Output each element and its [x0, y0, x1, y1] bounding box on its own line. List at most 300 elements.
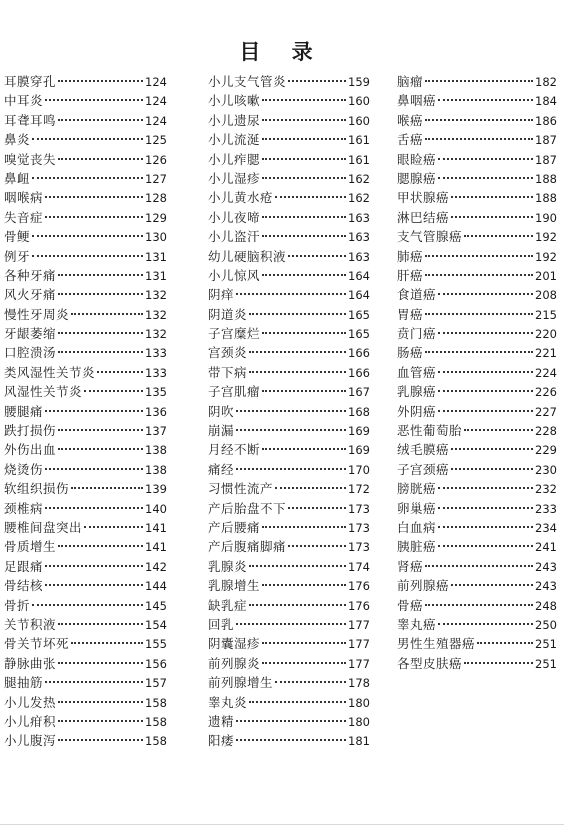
toc-entry-title: 睾丸炎 [208, 694, 248, 710]
toc-entry-title: 骨鲠 [4, 229, 31, 245]
toc-entry-title: 小儿湿疹 [208, 170, 261, 186]
dot-leader [438, 293, 533, 295]
dot-leader [288, 545, 346, 547]
dot-leader [58, 623, 143, 625]
toc-entry [208, 91, 370, 110]
toc-entry [4, 402, 167, 421]
toc-entry-page-number: 201 [535, 268, 557, 283]
dot-leader [425, 80, 533, 82]
toc-entry-page-number: 132 [145, 327, 167, 342]
toc-entry [397, 363, 557, 382]
dot-leader [236, 410, 346, 412]
dot-leader [58, 119, 143, 121]
toc-entry-title: 颈椎病 [4, 500, 44, 516]
toc-entry-title: 小儿盗汗 [208, 229, 261, 245]
toc-entry-title: 风湿性关节炎 [4, 384, 83, 400]
toc-entry-title: 胰脏癌 [397, 539, 437, 555]
toc-entry [4, 596, 167, 615]
toc-entry-page-number: 177 [348, 617, 370, 632]
toc-entry [4, 208, 167, 227]
toc-entry-title: 缺乳症 [208, 597, 248, 613]
toc-entry [397, 343, 557, 362]
toc-entry [397, 305, 557, 324]
toc-entry-page-number: 251 [535, 637, 557, 652]
dot-leader [425, 604, 533, 606]
dot-leader [32, 177, 143, 179]
dot-leader [438, 410, 533, 412]
toc-entry-page-number: 139 [145, 482, 167, 497]
toc-entry [208, 634, 370, 653]
dot-leader [275, 196, 346, 198]
toc-entry-page-number: 161 [348, 152, 370, 167]
toc-entry-page-number: 156 [145, 656, 167, 671]
toc-entry [397, 634, 557, 653]
toc-entry-page-number: 226 [535, 385, 557, 400]
toc-entry [4, 615, 167, 634]
toc-entry [208, 731, 370, 750]
toc-entry-title: 类风湿性关节炎 [4, 364, 96, 380]
toc-entry-page-number: 163 [348, 249, 370, 264]
toc-entry-page-number: 162 [348, 191, 370, 206]
toc-entry [208, 596, 370, 615]
dot-leader [71, 313, 143, 315]
toc-entry-title: 甲状腺癌 [397, 190, 450, 206]
toc-entry [397, 557, 557, 576]
toc-entry [208, 693, 370, 712]
page-title: 目 录 [239, 39, 325, 64]
toc-entry [4, 382, 167, 401]
toc-entry [397, 654, 557, 673]
dot-leader [438, 487, 533, 489]
toc-entry [208, 188, 370, 207]
toc-entry-title: 产后胎盘不下 [208, 500, 287, 516]
toc-entry-page-number: 131 [145, 268, 167, 283]
toc-entry-page-number: 126 [145, 152, 167, 167]
toc-entry-page-number: 125 [145, 133, 167, 148]
toc-entry-page-number: 136 [145, 404, 167, 419]
page-edge-divider [0, 824, 564, 825]
toc-entry [208, 537, 370, 556]
toc-entry-title: 小儿支气管炎 [208, 74, 287, 89]
toc-entry-title: 小儿痄腮 [208, 151, 261, 167]
dot-leader [425, 313, 533, 315]
dot-leader [438, 332, 533, 334]
toc-entry [397, 247, 557, 266]
toc-entry-title: 贲门癌 [397, 326, 437, 342]
dot-leader [58, 448, 143, 450]
toc-entry-page-number: 250 [535, 617, 557, 632]
dot-leader [262, 274, 346, 276]
toc-entry-title: 烧烫伤 [4, 461, 44, 477]
toc-entry-title: 支气管腺癌 [397, 229, 463, 245]
toc-entry-title: 腮腺癌 [397, 170, 437, 186]
toc-entry-page-number: 137 [145, 424, 167, 439]
toc-entry-page-number: 160 [348, 113, 370, 128]
dot-leader [438, 623, 533, 625]
toc-entry-page-number: 161 [348, 133, 370, 148]
toc-entry-title: 鼻咽癌 [397, 93, 437, 109]
toc-entry-title: 前列腺炎 [208, 655, 261, 671]
toc-entry-page-number: 160 [348, 94, 370, 109]
toc-entry [4, 557, 167, 576]
toc-entry-page-number: 241 [535, 540, 557, 555]
dot-leader [425, 255, 533, 257]
toc-entry [397, 596, 557, 615]
dot-leader [45, 410, 143, 412]
dot-leader [438, 371, 533, 373]
toc-entry-title: 小儿腹泻 [4, 733, 57, 749]
toc-entry-page-number: 173 [348, 540, 370, 555]
dot-leader [45, 196, 143, 198]
toc-entry-title: 骨癌 [397, 597, 424, 613]
toc-entry [208, 518, 370, 537]
toc-entry [208, 402, 370, 421]
dot-leader [236, 468, 346, 470]
toc-entry-title: 外阴癌 [397, 403, 437, 419]
toc-entry-title: 脑瘤 [397, 74, 424, 89]
toc-entry-title: 乳腺增生 [208, 578, 261, 594]
toc-entry [4, 91, 167, 110]
toc-entry-page-number: 129 [145, 210, 167, 225]
toc-entry-title: 前列腺增生 [208, 675, 274, 691]
toc-entry-page-number: 158 [145, 695, 167, 710]
dot-leader [262, 526, 346, 528]
toc-entry [397, 440, 557, 459]
toc-entry-page-number: 233 [535, 501, 557, 516]
toc-entry-page-number: 180 [348, 695, 370, 710]
toc-entry-title: 嗅觉丧失 [4, 151, 57, 167]
toc-entry-page-number: 173 [348, 520, 370, 535]
toc-entry-page-number: 184 [535, 94, 557, 109]
toc-entry [208, 654, 370, 673]
dot-leader [438, 177, 533, 179]
toc-entry [208, 111, 370, 130]
toc-entry-page-number: 224 [535, 365, 557, 380]
toc-entry-title: 卵巢癌 [397, 500, 437, 516]
toc-entry-title: 血管癌 [397, 364, 437, 380]
toc-entry [208, 72, 370, 91]
toc-entry-page-number: 158 [145, 714, 167, 729]
dot-leader [58, 158, 143, 160]
toc-entry-page-number: 248 [535, 598, 557, 613]
toc-entry [4, 130, 167, 149]
toc-entry [397, 460, 557, 479]
toc-entry [4, 712, 167, 731]
dot-leader [71, 642, 143, 644]
toc-entry-page-number: 220 [535, 327, 557, 342]
toc-entry [397, 537, 557, 556]
toc-entry-title: 各型皮肤癌 [397, 655, 463, 671]
dot-leader [58, 351, 143, 353]
toc-entry-title: 喉癌 [397, 112, 424, 128]
toc-entry-title: 骨折 [4, 597, 31, 613]
toc-entry-title: 腿抽筋 [4, 675, 44, 691]
toc-entry-page-number: 127 [145, 171, 167, 186]
toc-entry-title: 肠癌 [397, 345, 424, 361]
dot-leader [262, 332, 346, 334]
toc-entry-page-number: 251 [535, 656, 557, 671]
dot-leader [288, 255, 346, 257]
toc-entry-title: 小儿遗尿 [208, 112, 261, 128]
toc-entry [4, 479, 167, 498]
toc-entry-title: 腰腿痛 [4, 403, 44, 419]
dot-leader [464, 429, 533, 431]
toc-entry [208, 615, 370, 634]
toc-entry-title: 耳膜穿孔 [4, 74, 57, 89]
toc-entry-title: 牙龈萎缩 [4, 326, 57, 342]
dot-leader [58, 80, 143, 82]
toc-entry-page-number: 243 [535, 579, 557, 594]
dot-leader [262, 216, 346, 218]
toc-entry-title: 各种牙痛 [4, 267, 57, 283]
dot-leader [45, 99, 143, 101]
dot-leader [425, 119, 533, 121]
toc-entry-title: 肺癌 [397, 248, 424, 264]
toc-entry [397, 382, 557, 401]
toc-entry-page-number: 166 [348, 365, 370, 380]
dot-leader [249, 701, 346, 703]
dot-leader [425, 138, 533, 140]
toc-column-3 [397, 72, 557, 673]
toc-entry-title: 小儿疳积 [4, 713, 57, 729]
toc-entry [4, 654, 167, 673]
toc-entry [208, 421, 370, 440]
toc-entry-title: 产后腰痛 [208, 519, 261, 535]
toc-entry-page-number: 187 [535, 152, 557, 167]
dot-leader [58, 274, 143, 276]
toc-entry [4, 363, 167, 382]
toc-entry [4, 460, 167, 479]
toc-entry [397, 421, 557, 440]
toc-entry-page-number: 164 [348, 268, 370, 283]
toc-entry [397, 91, 557, 110]
toc-entry-page-number: 144 [145, 579, 167, 594]
dot-leader [45, 216, 143, 218]
dot-leader [84, 390, 143, 392]
toc-entry [397, 479, 557, 498]
toc-entry-title: 慢性牙周炎 [4, 306, 70, 322]
toc-entry-page-number: 230 [535, 462, 557, 477]
dot-leader [262, 119, 346, 121]
toc-entry-page-number: 166 [348, 346, 370, 361]
toc-entry-page-number: 138 [145, 462, 167, 477]
dot-leader [275, 681, 346, 683]
dot-leader [249, 371, 346, 373]
dot-leader [236, 720, 346, 722]
toc-entry-title: 肾癌 [397, 558, 424, 574]
dot-leader [262, 138, 346, 140]
toc-entry-title: 骨质增生 [4, 539, 57, 555]
toc-entry-page-number: 130 [145, 230, 167, 245]
toc-entry-page-number: 124 [145, 75, 167, 89]
toc-entry-title: 肝癌 [397, 267, 424, 283]
toc-entry-page-number: 177 [348, 637, 370, 652]
dot-leader [438, 545, 533, 547]
dot-leader [262, 584, 346, 586]
toc-entry [397, 227, 557, 246]
toc-entry [4, 421, 167, 440]
toc-entry-page-number: 173 [348, 501, 370, 516]
toc-entry-page-number: 169 [348, 443, 370, 458]
dot-leader [58, 720, 143, 722]
dot-leader [249, 313, 346, 315]
toc-entry-page-number: 133 [145, 365, 167, 380]
toc-column-2 [208, 72, 370, 751]
dot-leader [236, 429, 346, 431]
toc-entry-page-number: 190 [535, 210, 557, 225]
toc-entry [208, 460, 370, 479]
dot-leader [425, 274, 533, 276]
dot-leader [425, 565, 533, 567]
toc-entry [397, 130, 557, 149]
dot-leader [451, 448, 533, 450]
dot-leader [58, 545, 143, 547]
toc-entry-title: 回乳 [208, 616, 235, 632]
dot-leader [262, 235, 346, 237]
toc-entry [397, 188, 557, 207]
toc-entry-page-number: 165 [348, 307, 370, 322]
toc-entry [4, 247, 167, 266]
toc-entry-page-number: 192 [535, 249, 557, 264]
toc-entry [208, 499, 370, 518]
toc-entry-title: 胃癌 [397, 306, 424, 322]
dot-leader [438, 158, 533, 160]
toc-entry-page-number: 232 [535, 482, 557, 497]
dot-leader [45, 565, 143, 567]
toc-entry-title: 风火牙痛 [4, 287, 57, 303]
toc-entry-page-number: 167 [348, 385, 370, 400]
toc-entry-page-number: 164 [348, 288, 370, 303]
toc-entry-page-number: 170 [348, 462, 370, 477]
toc-entry [397, 576, 557, 595]
toc-entry [4, 343, 167, 362]
toc-entry [4, 169, 167, 188]
toc-entry-title: 阴吹 [208, 403, 235, 419]
dot-leader [262, 158, 346, 160]
toc-entry-page-number: 132 [145, 288, 167, 303]
toc-entry [208, 479, 370, 498]
toc-entry-page-number: 162 [348, 171, 370, 186]
toc-entry-page-number: 165 [348, 327, 370, 342]
toc-entry [4, 673, 167, 692]
dot-leader [451, 216, 533, 218]
toc-entry-page-number: 180 [348, 714, 370, 729]
toc-entry-page-number: 133 [145, 346, 167, 361]
toc-entry-page-number: 181 [348, 734, 370, 749]
toc-entry [208, 130, 370, 149]
toc-entry-title: 舌癌 [397, 132, 424, 148]
toc-entry-title: 咽喉病 [4, 190, 44, 206]
toc-entry [208, 557, 370, 576]
toc-entry [397, 402, 557, 421]
toc-entry-page-number: 163 [348, 210, 370, 225]
dot-leader [464, 235, 533, 237]
toc-entry-title: 白血病 [397, 519, 437, 535]
toc-entry-title: 男性生殖器癌 [397, 636, 476, 652]
toc-entry [4, 324, 167, 343]
dot-leader [58, 701, 143, 703]
dot-leader [249, 604, 346, 606]
toc-entry-title: 腰椎间盘突出 [4, 519, 83, 535]
toc-entry-page-number: 182 [535, 75, 557, 89]
toc-entry [208, 343, 370, 362]
toc-entry [397, 150, 557, 169]
dot-leader [438, 507, 533, 509]
toc-entry-title: 崩漏 [208, 423, 235, 439]
toc-entry [397, 111, 557, 130]
toc-entry-page-number: 215 [535, 307, 557, 322]
toc-entry [4, 111, 167, 130]
toc-entry-title: 子宫颈癌 [397, 461, 450, 477]
dot-leader [451, 584, 533, 586]
toc-entry-title: 关节积液 [4, 616, 57, 632]
dot-leader [262, 177, 346, 179]
toc-entry-title: 淋巴结癌 [397, 209, 450, 225]
toc-entry [397, 72, 557, 91]
dot-leader [45, 507, 143, 509]
toc-entry-title: 阴道炎 [208, 306, 248, 322]
toc-entry-page-number: 188 [535, 171, 557, 186]
toc-entry-page-number: 141 [145, 540, 167, 555]
toc-entry-title: 中耳炎 [4, 93, 44, 109]
dot-leader [45, 468, 143, 470]
toc-entry-title: 静脉曲张 [4, 655, 57, 671]
dot-leader [288, 507, 346, 509]
dot-leader [58, 662, 143, 664]
toc-entry-page-number: 186 [535, 113, 557, 128]
toc-entry-title: 小儿黄水疮 [208, 190, 274, 206]
toc-column-1 [4, 72, 167, 751]
toc-entry-title: 骨关节坏死 [4, 636, 70, 652]
toc-entry-page-number: 208 [535, 288, 557, 303]
dot-leader [425, 351, 533, 353]
toc-entry-page-number: 187 [535, 133, 557, 148]
toc-entry-title: 恶性葡萄胎 [397, 423, 463, 439]
dot-leader [262, 99, 346, 101]
toc-entry [208, 363, 370, 382]
dot-leader [262, 448, 346, 450]
toc-entry-page-number: 158 [145, 734, 167, 749]
toc-entry [397, 266, 557, 285]
toc-entry-title: 子宫糜烂 [208, 326, 261, 342]
toc-entry-page-number: 145 [145, 598, 167, 613]
toc-entry [4, 188, 167, 207]
toc-entry [397, 208, 557, 227]
toc-entry [208, 576, 370, 595]
toc-entry-page-number: 192 [535, 230, 557, 245]
toc-entry-title: 耳聋耳鸣 [4, 112, 57, 128]
toc-entry [208, 305, 370, 324]
toc-entry [4, 518, 167, 537]
toc-entry-title: 软组织损伤 [4, 481, 70, 497]
toc-entry [208, 324, 370, 343]
toc-entry-title: 阳痿 [208, 733, 235, 749]
toc-entry-title: 例牙 [4, 248, 31, 264]
dot-leader [45, 584, 143, 586]
dot-leader [262, 642, 346, 644]
toc-entry-title: 睾丸癌 [397, 616, 437, 632]
toc-entry-title: 小儿发热 [4, 694, 57, 710]
toc-entry [397, 615, 557, 634]
toc-entry [208, 285, 370, 304]
toc-entry-page-number: 234 [535, 520, 557, 535]
toc-entry-page-number: 228 [535, 424, 557, 439]
toc-entry-title: 遗精 [208, 713, 235, 729]
dot-leader [249, 351, 346, 353]
toc-entry-page-number: 155 [145, 637, 167, 652]
toc-entry [4, 731, 167, 750]
toc-entry-title: 小儿夜啼 [208, 209, 261, 225]
